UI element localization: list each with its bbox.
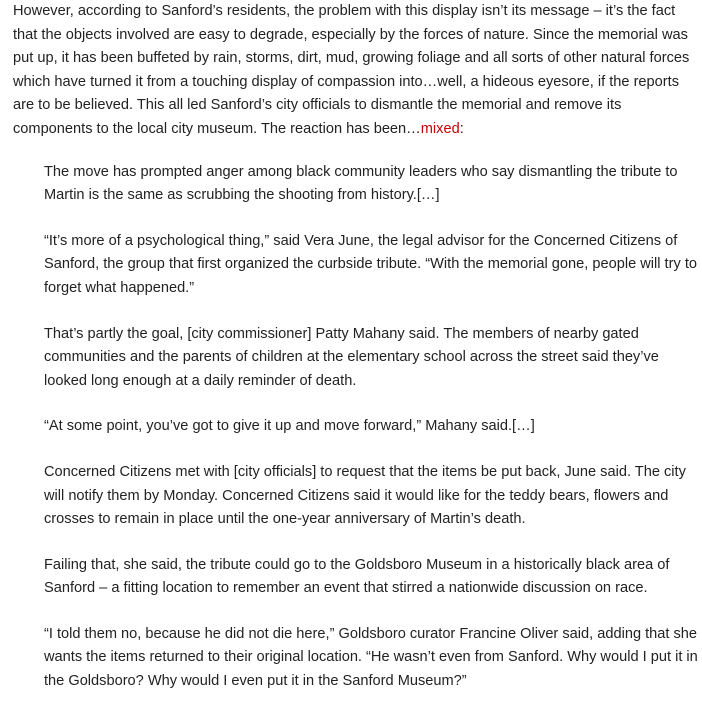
quote-paragraph: The move has prompted anger among black community leaders who say dismantling the tribute to Martin is the same as scrubbing the shooting from history.[…]	[44, 163, 678, 204]
quote-paragraph: “I told them no, because he did not die here,” Goldsboro curator Francine Oliver said, adding that she wants the items returned to their original location. “He wasn’t even from Sanford. Why would I put it in the Goldsboro? Why would I even put it in the Sanford Museum?”	[44, 625, 698, 690]
intro-end: :	[459, 120, 464, 137]
quote-paragraph: Concerned Citizens met with [city officials] to request that the items be put back, June said. The city will notify them by Monday. Concerned Citizens said it would like for the teddy bears, flowers and crosses to remain in place until the one-year anniversary of Martin’s death.	[44, 463, 686, 528]
intro-paragraph	[13, 0, 695, 142]
article-body	[13, 0, 698, 716]
quote-paragraph: “It’s more of a psychological thing,” said Vera June, the legal advisor for the Concerned Citizens of Sanford, the group that first organized the curbside tribute. “With the memorial gone, people will try to forget what happened.”	[44, 232, 697, 296]
mixed-link[interactable]: mixed	[420, 120, 460, 137]
quote-paragraph: Failing that, she said, the tribute could go to the Goldsboro Museum in a historically black area of Sanford – a fitting location to remember an event that stirred a nationwide discussion on race.	[44, 556, 670, 597]
block-quote	[44, 161, 702, 694]
quote-paragraph: That’s partly the goal, [city commissioner] Patty Mahany said. The members of nearby gated communities and the parents of children at the elementary school across the street said they’ve looked long enough at a daily reminder of death.	[44, 325, 659, 389]
intro-text: However, according to Sanford’s residents, the problem with this display isn’t its message – it’s the fact that the objects involved are easy to degrade, especially by the forces of nature. Since the memorial was put up, it has been buffeted by rain, storms, dirt, mud, growing foliage and all sorts of other natural forces which have turned it from a touching display of compassion into…well, a hideous eyesore, if the reports are to be believed. This all led Sanford’s city officials to dismantle the memorial and remove its components to the local city museum. The reaction has been…	[13, 3, 690, 137]
quote-paragraph: “At some point, you’ve got to give it up and move forward,” Mahany said.[…]	[44, 418, 535, 435]
